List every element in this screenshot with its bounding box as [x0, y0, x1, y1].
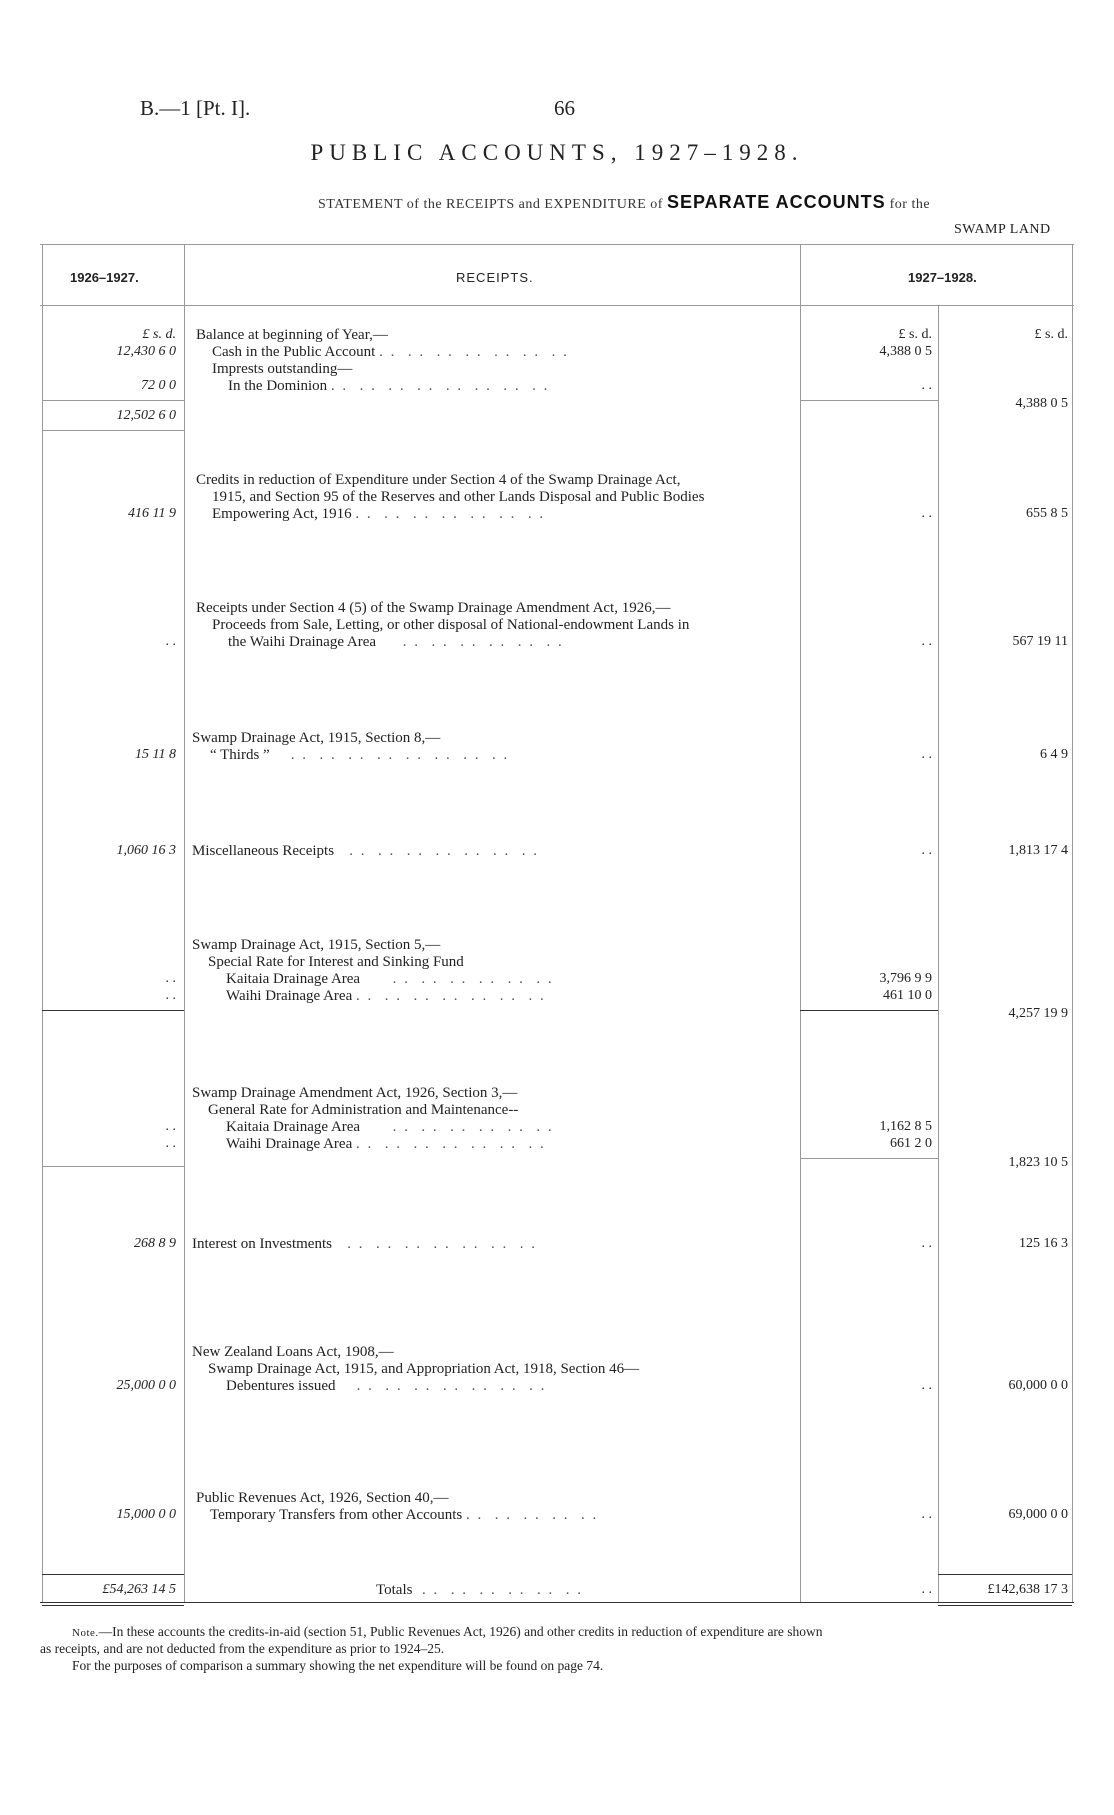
row-text: Swamp Drainage Act, 1915, Section 8,— [192, 730, 441, 746]
table-header-rule [40, 305, 1074, 306]
prev-amount: 12,430 6 0 [116, 344, 176, 359]
row-text: Special Rate for Interest and Sinking Fund [208, 954, 464, 970]
row-text: Waihi Drainage Area . . . . . . . . . . . . . . [226, 988, 546, 1004]
totals-top-rule [938, 1574, 1072, 1575]
sub-amount: 1,162 8 5 [879, 1119, 932, 1134]
table-right-rule [1072, 244, 1073, 1602]
prev-subtotal: 12,502 6 0 [116, 408, 176, 423]
col-rule-1 [184, 244, 185, 1602]
total-amount: 4,257 19 9 [1008, 1006, 1068, 1021]
row-text: Empowering Act, 1916 . . . . . . . . . . . . . . [212, 506, 546, 522]
sub-amount: 4,388 0 5 [879, 344, 932, 359]
row-text: “ Thirds ” . . . . . . . . . . . . . . . . [210, 747, 510, 763]
prev-amount: . . [165, 971, 176, 986]
row-text: Public Revenues Act, 1926, Section 40,— [196, 1490, 449, 1506]
double-rule [42, 1605, 184, 1606]
sub-rule [800, 1010, 938, 1011]
col-rule-2 [800, 244, 801, 1602]
sub-amount: 3,796 9 9 [879, 971, 932, 986]
prev-total: £54,263 14 5 [102, 1582, 176, 1597]
sub-amount: 461 10 0 [883, 988, 932, 1003]
page-number: 66 [554, 96, 575, 120]
prev-amount: 416 11 9 [128, 506, 176, 521]
row-text: Cash in the Public Account . . . . . . . . . . . . . . [212, 344, 569, 360]
unit-prev: £ s. d. [142, 327, 176, 342]
row-text: Miscellaneous Receipts . . . . . . . . . . . . . . [192, 843, 540, 859]
sub-amount: . . [921, 1378, 932, 1393]
sub-amount: . . [921, 747, 932, 762]
sub-amount: . . [921, 506, 932, 521]
subtitle-bold: SEPARATE ACCOUNTS [666, 192, 886, 212]
note-line-2: as receipts, and are not deducted from the expenditure as prior to 1924–25. [40, 1641, 445, 1656]
double-rule [938, 1605, 1072, 1606]
total-amount: 6 4 9 [1040, 747, 1068, 762]
row-text: Proceeds from Sale, Letting, or other disposal of National-endowment Lands in [212, 617, 690, 633]
row-text: Kaitaia Drainage Area . . . . . . . . . . . . [226, 971, 554, 987]
total-amount: 567 19 11 [1012, 634, 1068, 649]
row-text: 1915, and Section 95 of the Reserves and other Lands Disposal and Public Bodies [212, 489, 705, 505]
prev-amount: 25,000 0 0 [116, 1378, 176, 1393]
note-line-3: For the purposes of comparison a summary showing the net expenditure will be found on page 74. [72, 1658, 604, 1673]
sub-rule [800, 1158, 938, 1159]
prev-amount: 1,060 16 3 [116, 843, 176, 858]
row-text: Imprests outstanding— [212, 361, 353, 377]
grand-total: £142,638 17 3 [987, 1582, 1068, 1597]
sub-amount: . . [921, 1507, 932, 1522]
statement-subtitle [318, 192, 930, 213]
row-text: Balance at beginning of Year,— [196, 327, 388, 343]
document-reference: B.—1 [Pt. I]. [140, 96, 251, 120]
table-bottom-rule [40, 1602, 1074, 1603]
total-amount: 125 16 3 [1019, 1236, 1068, 1251]
row-text: the Waihi Drainage Area . . . . . . . . . . . . [228, 634, 564, 650]
page-title: PUBLIC ACCOUNTS, 1927–1928. [310, 140, 804, 165]
subtitle-prefix: STATEMENT of the RECEIPTS and EXPENDITURE of [318, 197, 663, 212]
totals-top-rule [42, 1574, 184, 1575]
sub-amount: 661 2 0 [890, 1136, 932, 1151]
total-amount: 655 8 5 [1026, 506, 1068, 521]
row-text: Swamp Drainage Act, 1915, Section 5,— [192, 937, 441, 953]
total-amount: 1,813 17 4 [1008, 843, 1068, 858]
total-amount: 69,000 0 0 [1008, 1507, 1068, 1522]
prev-amount: 72 0 0 [141, 378, 176, 393]
prev-amount: . . [165, 988, 176, 1003]
row-text: Interest on Investments . . . . . . . . . . . . . . [192, 1236, 537, 1252]
statement-subtitle-line2: SWAMP LAND [954, 222, 1051, 237]
prev-rule [42, 1010, 184, 1011]
row-text: Debentures issued . . . . . . . . . . . . . . [226, 1378, 547, 1394]
prev-amount: . . [165, 1136, 176, 1151]
row-text: Credits in reduction of Expenditure under Section 4 of the Swamp Drainage Act, [196, 472, 681, 488]
sub-amount: . . [921, 378, 932, 393]
prev-amount: 15,000 0 0 [116, 1507, 176, 1522]
total-amount: 1,823 10 5 [1008, 1155, 1068, 1170]
total-amount: 60,000 0 0 [1008, 1378, 1068, 1393]
table-left-rule [42, 244, 43, 1602]
prev-amount: . . [165, 1119, 176, 1134]
subtitle-suffix: for the [889, 197, 931, 212]
sub-amount: . . [921, 1236, 932, 1251]
row-text: In the Dominion . . . . . . . . . . . . . . . . [228, 378, 550, 394]
row-text: Receipts under Section 4 (5) of the Swamp Drainage Amendment Act, 1926,— [196, 600, 671, 616]
sub-rule [800, 400, 938, 401]
sub-amount: . . [921, 634, 932, 649]
col-rule-3 [938, 305, 939, 1602]
prev-amount: 15 11 8 [135, 747, 176, 762]
unit-total: £ s. d. [1034, 327, 1068, 342]
row-text: Kaitaia Drainage Area . . . . . . . . . . . . [226, 1119, 554, 1135]
sub-amount: . . [921, 843, 932, 858]
header-curr-year: 1927–1928. [908, 270, 977, 285]
unit-sub: £ s. d. [898, 327, 932, 342]
prev-rule [42, 1166, 184, 1167]
row-text: Waihi Drainage Area . . . . . . . . . . . . . . [226, 1136, 546, 1152]
row-text: Swamp Drainage Amendment Act, 1926, Section 3,— [192, 1085, 518, 1101]
table-top-rule [40, 244, 1074, 245]
row-text: Swamp Drainage Act, 1915, and Appropriation Act, 1918, Section 46— [208, 1361, 640, 1377]
prev-subtotal-rule [42, 400, 184, 401]
prev-amount: 268 8 9 [134, 1236, 176, 1251]
header-receipts: RECEIPTS. [456, 270, 534, 285]
row-text: General Rate for Administration and Maintenance-- [208, 1102, 519, 1118]
totals-label: Totals . . . . . . . . . . . . [376, 1582, 583, 1598]
prev-amount: . . [165, 634, 176, 649]
row-text: Temporary Transfers from other Accounts . . . . . . . . . . [210, 1507, 599, 1523]
total-amount: 4,388 0 5 [1015, 396, 1068, 411]
header-prev-year: 1926–1927. [70, 270, 139, 285]
row-text: New Zealand Loans Act, 1908,— [192, 1344, 394, 1360]
sub-total: . . [921, 1582, 932, 1597]
note-line-1: Note.—In these accounts the credits-in-aid (section 51, Public Revenues Act, 1926) and other credits in reduction of expenditure are shown [72, 1624, 823, 1639]
prev-subtotal-rule [42, 430, 184, 431]
